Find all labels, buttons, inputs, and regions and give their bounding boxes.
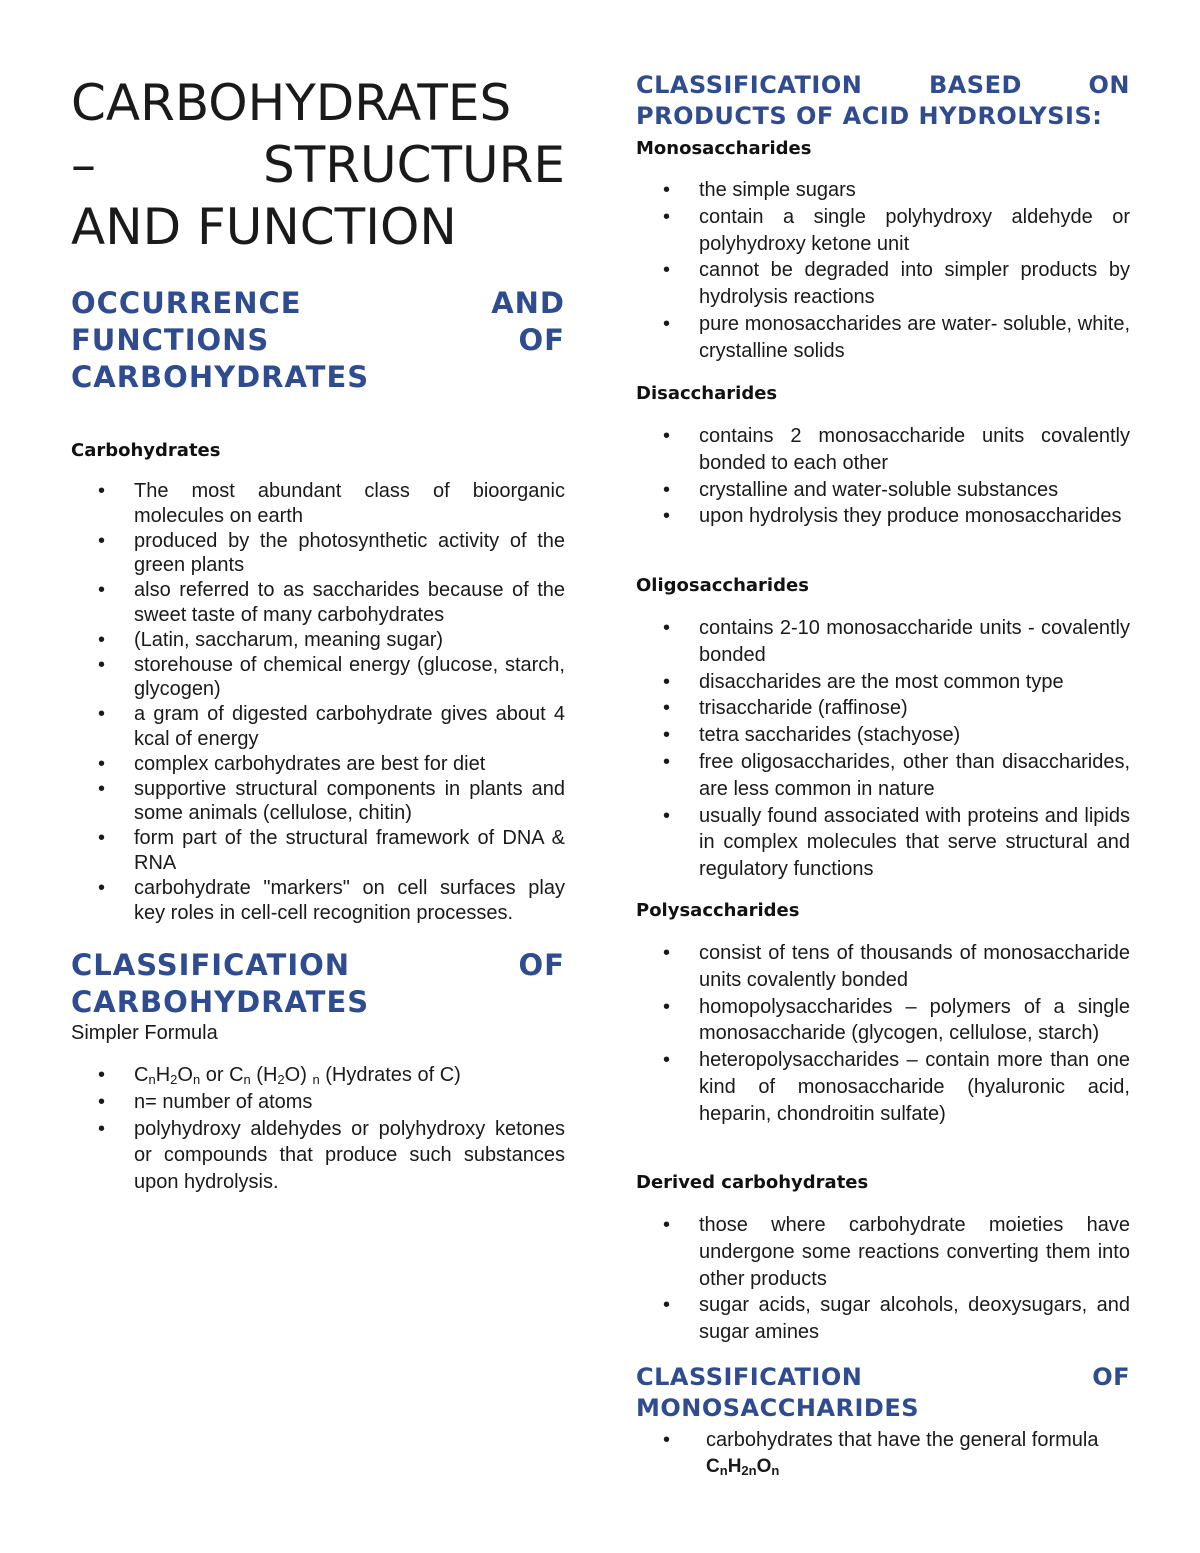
heading-line: CLASSIFICATION OF [636, 1363, 1130, 1391]
list-item [636, 1427, 1130, 1481]
list-item: • heteropolysaccharides – contain more than one kind of monosaccharide (hyaluronic acid, heparin, chondroitin sulfate) [636, 1047, 1130, 1127]
list-item: • sugar acids, sugar alcohols, deoxysugars, and sugar amines [636, 1292, 1130, 1346]
heading-line: CLASSIFICATION BASED ON [636, 71, 1130, 99]
list-item: • contain a single polyhydroxy aldehyde or polyhydroxy ketone unit [636, 204, 1130, 258]
simpler-formula-label: Simpler Formula [71, 1022, 218, 1044]
list-item: • those where carbohydrate moieties have undergone some reactions converting them into other products [636, 1212, 1130, 1292]
oligosaccharides-list [636, 615, 1130, 883]
list-item: • n= number of atoms [71, 1089, 565, 1116]
carbohydrates-list [71, 479, 565, 925]
list-item: • disaccharides are the most common type [636, 669, 1130, 696]
formula-list [71, 1062, 565, 1196]
heading-line: OCCURRENCE AND [71, 286, 565, 320]
list-item: • also referred to as saccharides because of the sweet taste of many carbohydrates [71, 578, 565, 628]
classification-heading [71, 947, 565, 1021]
list-item: • storehouse of chemical energy (glucose, starch, glycogen) [71, 653, 565, 703]
list-item: • a gram of digested carbohydrate gives about 4 kcal of energy [71, 702, 565, 752]
occurrence-heading [71, 285, 565, 396]
general-formula: $C_nH_{2n}O_n$ [706, 1455, 780, 1478]
list-item: • produced by the photosynthetic activity of the green plants [71, 529, 565, 579]
carbohydrates-subheading: Carbohydrates [71, 440, 221, 461]
list-item: • The most abundant class of bioorganic molecules on earth [71, 479, 565, 529]
list-item: • homopolysaccharides – polymers of a single monosaccharide (glycogen, cellulose, starch) [636, 994, 1130, 1048]
heading-line: FUNCTIONS OF [71, 323, 565, 357]
list-item: • upon hydrolysis they produce monosaccharides [636, 503, 1130, 530]
heading-line: CARBOHYDRATES [71, 360, 370, 394]
disaccharides-list [636, 423, 1130, 530]
derived-carbohydrates-list [636, 1212, 1130, 1346]
list-item: • the simple sugars [636, 177, 1130, 204]
heading-line: MONOSACCHARIDES [636, 1394, 920, 1422]
monosaccharides-classification-list [636, 1427, 1130, 1481]
list-item: • contains 2-10 monosaccharide units - covalently bonded [636, 615, 1130, 669]
heading-line: CLASSIFICATION OF [71, 948, 565, 982]
list-item: • (Latin, saccharum, meaning sugar) [71, 628, 565, 653]
acid-hydrolysis-heading [636, 70, 1130, 132]
list-item: • consist of tens of thousands of monosaccharide units covalently bonded [636, 940, 1130, 994]
monosaccharides-subheading: Monosaccharides [636, 138, 812, 159]
title-line: AND FUNCTION [71, 198, 457, 256]
list-item: • complex carbohydrates are best for diet [71, 752, 565, 777]
list-item: • carbohydrate "markers" on cell surfaces play key roles in cell-cell recognition processes. [71, 876, 565, 926]
formula-item: • $C_nH_2O_n$ or $C_n$ $(H_2O)$ $_n$ (Hydrates of C) [71, 1062, 565, 1089]
derived-carbohydrates-subheading: Derived carbohydrates [636, 1172, 869, 1193]
list-item: • cannot be degraded into simpler products by hydrolysis reactions [636, 257, 1130, 311]
polysaccharides-list [636, 940, 1130, 1128]
document-title [71, 72, 565, 258]
list-item: • polyhydroxy aldehydes or polyhydroxy ketones or compounds that produce such substances upon hydrolysis. [71, 1116, 565, 1196]
list-item: • tetra saccharides (stachyose) [636, 722, 1130, 749]
monosaccharides-classification-heading [636, 1362, 1130, 1424]
monosaccharides-list [636, 177, 1130, 365]
heading-line: CARBOHYDRATES [71, 985, 370, 1019]
disaccharides-subheading: Disaccharides [636, 383, 778, 404]
list-item: • trisaccharide (raffinose) [636, 695, 1130, 722]
list-item: • usually found associated with proteins and lipids in complex molecules that serve structural and regulatory functions [636, 803, 1130, 883]
oligosaccharides-subheading: Oligosaccharides [636, 575, 809, 596]
list-item-text: carbohydrates that have the general formula [706, 1429, 1099, 1451]
heading-line: PRODUCTS OF ACID HYDROLYSIS: [636, 102, 1103, 130]
list-item: • form part of the structural framework of DNA & RNA [71, 826, 565, 876]
title-line: CARBOHYDRATES [71, 74, 512, 132]
title-line: – STRUCTURE [71, 136, 565, 194]
list-item: • supportive structural components in plants and some animals (cellulose, chitin) [71, 777, 565, 827]
list-item: • free oligosaccharides, other than disaccharides, are less common in nature [636, 749, 1130, 803]
list-item: • contains 2 monosaccharide units covalently bonded to each other [636, 423, 1130, 477]
list-item: • crystalline and water-soluble substances [636, 477, 1130, 504]
list-item: • pure monosaccharides are water- soluble, white, crystalline solids [636, 311, 1130, 365]
polysaccharides-subheading: Polysaccharides [636, 900, 800, 921]
